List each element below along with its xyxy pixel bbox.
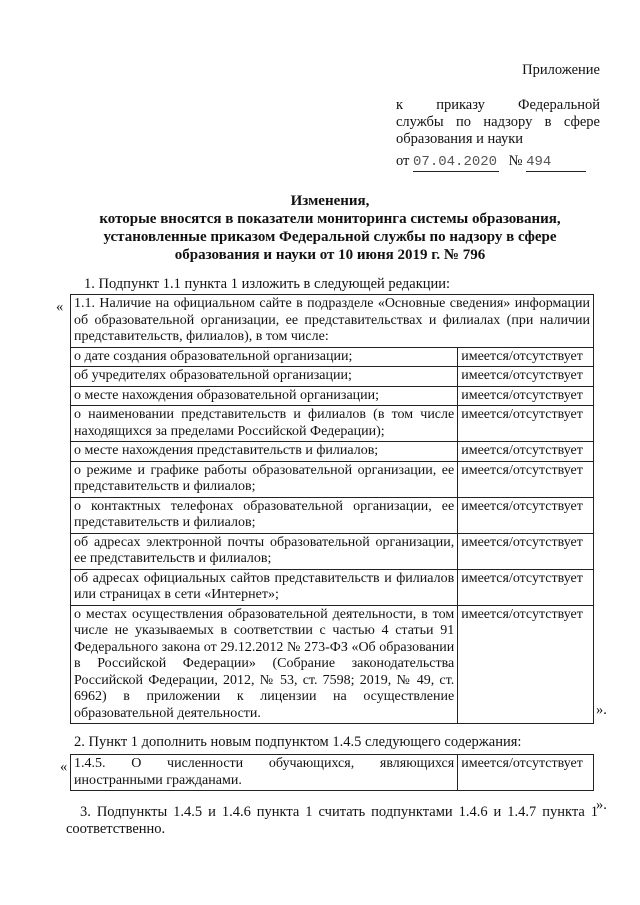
indicators-table [70, 294, 594, 724]
row-label: о наименовании представительств и филиалов (в том числе находящихся за пределами Российской Федерации); [71, 406, 458, 442]
row-value: имеется/отсутствует [458, 605, 594, 724]
order-reference-line2: службы по надзору в сфере [396, 114, 600, 130]
row-label: об адресах официальных сайтов представительств и филиалов или страницах в сети «Интернет»; [71, 569, 458, 605]
section2-open-quote: « [60, 759, 68, 775]
table-row [71, 442, 594, 462]
row-label: 1.4.5. О численности обучающихся, являющихся иностранными гражданами. [71, 755, 458, 791]
table-row [71, 569, 594, 605]
number-prefix: № [508, 153, 523, 169]
table-row [71, 605, 594, 724]
row-value: имеется/отсутствует [458, 367, 594, 387]
title-line-4: образования и науки от 10 июня 2019 г. № 796 [174, 247, 486, 263]
row-label: о режиме и графике работы образовательной организации, ее представительств и филиалов; [71, 461, 458, 497]
order-reference-line3: образования и науки [396, 131, 524, 147]
row-value: имеется/отсутствует [458, 406, 594, 442]
row-value: имеется/отсутствует [458, 442, 594, 462]
table-row [71, 347, 594, 367]
section1-close-quote: ». [596, 702, 607, 718]
row-label: о контактных телефонах образовательной организации, ее представительств и филиалов; [71, 497, 458, 533]
row-value: имеется/отсутствует [458, 533, 594, 569]
row-value: имеется/отсутствует [458, 461, 594, 497]
table-row [71, 533, 594, 569]
row-value: имеется/отсутствует [458, 569, 594, 605]
row-value: имеется/отсутствует [458, 347, 594, 367]
order-date: 07.04.2020 [413, 154, 498, 170]
title-line-1: Изменения, [290, 193, 370, 209]
table-row [71, 406, 594, 442]
table-row [71, 497, 594, 533]
row-label: о месте нахождения представительств и филиалов; [71, 442, 458, 462]
section1-open-quote: « [56, 299, 64, 315]
row-label: об учредителях образовательной организации; [71, 367, 458, 387]
title-line-3: установленные приказом Федеральной службы по надзору в сфере [103, 229, 557, 245]
row-label: о месте нахождения образовательной организации; [71, 386, 458, 406]
section2-intro: 2. Пункт 1 дополнить новым подпунктом 1.4.5 следующего содержания: [74, 734, 522, 750]
row-value: имеется/отсутствует [458, 497, 594, 533]
order-reference-line1: к приказу Федеральной [396, 97, 600, 113]
order-number: 494 [526, 154, 586, 172]
title-line-2: которые вносятся в показатели мониторинга системы образования, [99, 211, 561, 227]
table-header-row [71, 295, 594, 348]
order-date-line [396, 153, 606, 172]
table-header-cell [71, 295, 594, 348]
new-indicator-table [70, 754, 594, 791]
section3-text: 3. Подпункты 1.4.5 и 1.4.6 пункта 1 считать подпунктами 1.4.6 и 1.4.7 пункта 1 соответственно. [66, 804, 598, 837]
table-row [71, 755, 594, 791]
table-row [71, 386, 594, 406]
date-prefix: от [396, 153, 410, 169]
appendix-label: Приложение [522, 62, 600, 78]
section2-close-quote: ». [596, 797, 607, 813]
table-header-text: 1.1. Наличие на официальном сайте в подразделе «Основные сведения» информации об образовательной организации, ее представительствах и филиалах (при наличии представительств, филиалов), в том числе: [74, 296, 590, 344]
row-value: имеется/отсутствует [458, 386, 594, 406]
table-row [71, 367, 594, 387]
section1-intro: 1. Подпункт 1.1 пункта 1 изложить в следующей редакции: [84, 276, 451, 292]
row-label: о местах осуществления образовательной деятельности, в том числе не указываемых в соответствии с частью 4 статьи 91 Федерального закона от 29.12.2012 № 273-ФЗ «Об образовании в Российской Федерации» (Собрание законодательства Российской Федерации, 2012, № 53, ст. 7598; 2019, № 49, ст. 6962) в приложении к лицензии на осуществление образовательной деятельности. [71, 605, 458, 724]
row-label: о дате создания образовательной организации; [71, 347, 458, 367]
document-title [60, 192, 600, 264]
row-label: об адресах электронной почты образовательной организации, ее представительств и филиалов; [71, 533, 458, 569]
row-value: имеется/отсутствует [458, 755, 594, 791]
table-row [71, 461, 594, 497]
